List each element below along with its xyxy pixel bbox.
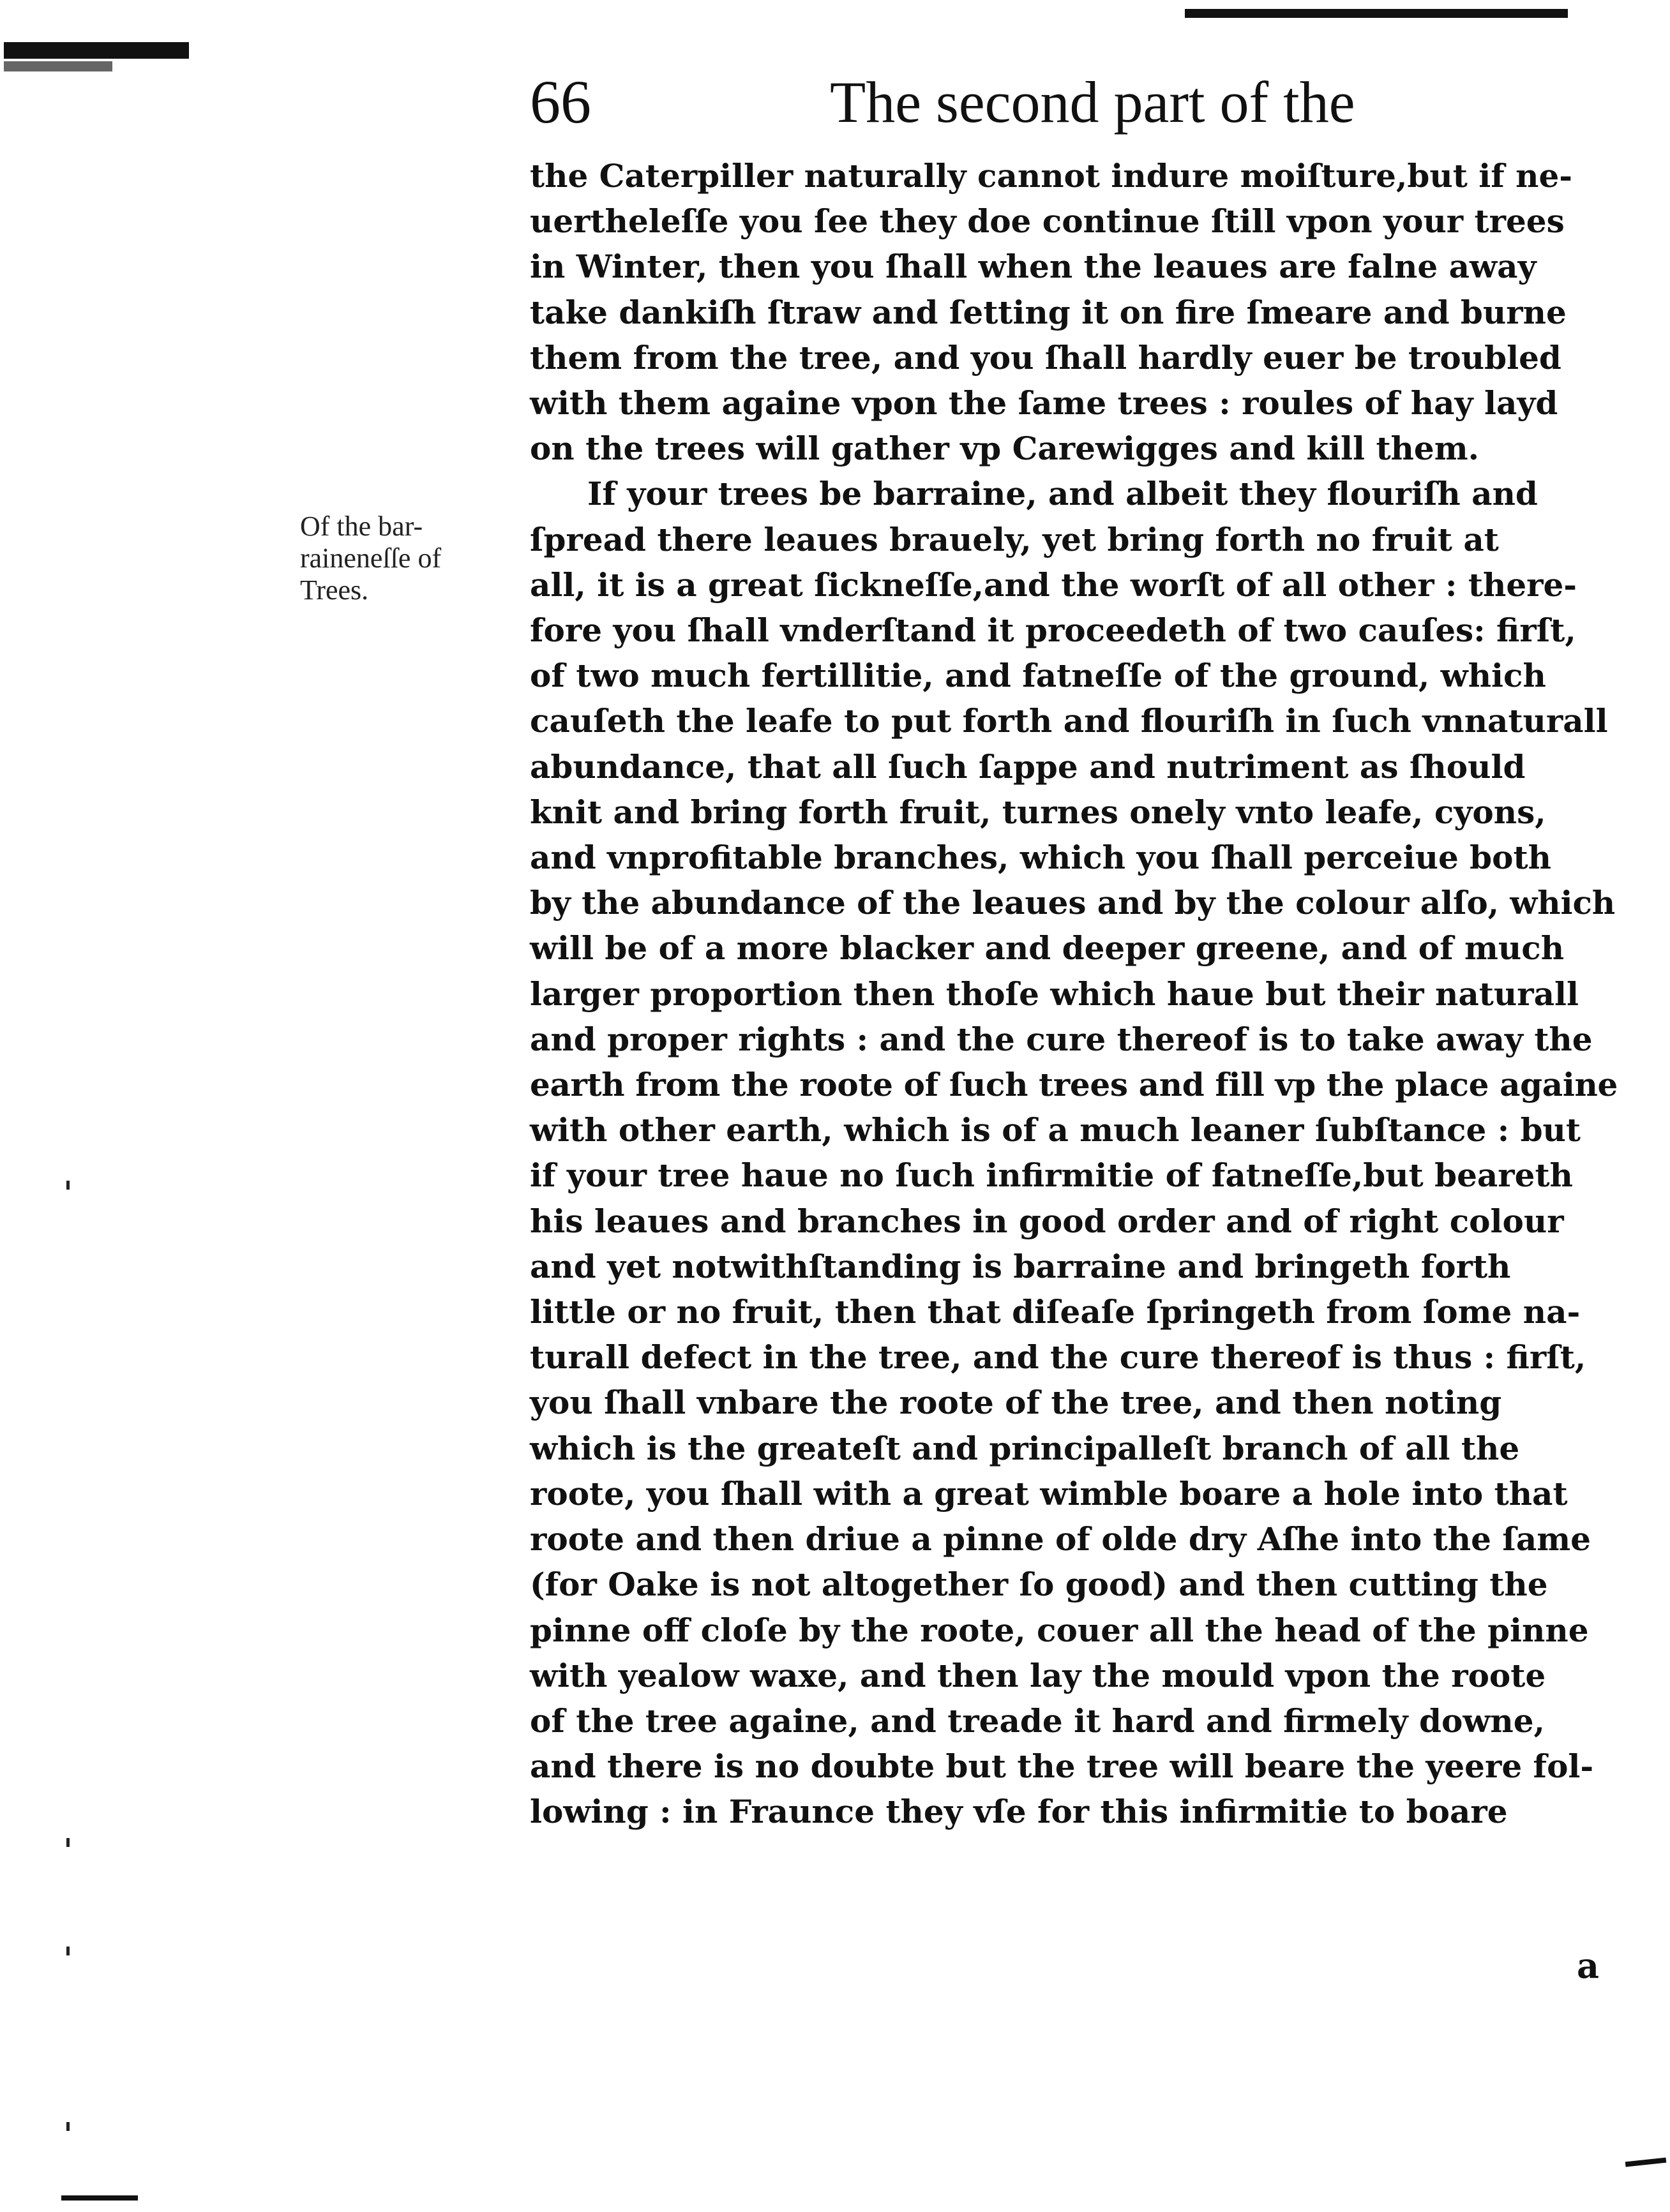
running-title: The second part of the: [830, 70, 1355, 135]
text-line: you ſhall vnbare the roote of the tree, and then noting: [530, 1384, 1502, 1422]
marginal-note-line: Trees.: [300, 574, 369, 606]
bottom-left-edge-mark: [61, 2195, 138, 2201]
text-line: all, it is a great ſickneſſe,and the worſt of all other : there-: [530, 565, 1577, 604]
text-line: which is the greateſt and principalleſt branch of all the: [530, 1429, 1520, 1467]
text-line: and yet notwithſtanding is barraine and bringeth forth: [530, 1247, 1511, 1285]
bottom-right-edge-mark: [1625, 2158, 1666, 2167]
margin-speck: [66, 2122, 70, 2131]
text-line: if your tree haue no ſuch infirmitie of fatneſſe,but beareth: [530, 1156, 1573, 1195]
marginal-note-line: raineneſſe of: [300, 542, 442, 574]
text-line: fore you ſhall vnderſtand it proceedeth of two cauſes: firſt,: [530, 611, 1576, 650]
text-line: and there is no doubte but the tree will beare the yeere fol-: [530, 1747, 1594, 1786]
text-line: the Caterpiller naturally cannot indure moiſture,but if ne-: [530, 157, 1573, 195]
top-rule: [1185, 9, 1568, 18]
text-line: in Winter, then you ſhall when the leaues are falne away: [530, 248, 1537, 286]
text-line: take dankiſh ſtraw and ſetting it on fire ſmeare and burne: [530, 293, 1567, 331]
text-line: abundance, that all ſuch ſappe and nutriment as ſhould: [530, 747, 1526, 786]
text-line: (for Oake is not altogether ſo good) and then cutting the: [530, 1566, 1548, 1604]
text-line: cauſeth the leafe to put forth and flouriſh in ſuch vnnaturall: [530, 702, 1608, 740]
text-line: by the abundance of the leaues and by the colour alſo, which: [530, 884, 1616, 922]
text-line: roote, you ſhall with a great wimble boare a hole into that: [530, 1474, 1568, 1513]
text-line: of the tree againe, and treade it hard and firmely downe,: [530, 1701, 1545, 1740]
left-edge-smudge: [4, 61, 112, 71]
running-head: [530, 64, 1360, 140]
text-line: and proper rights : and the cure thereof is to take away the: [530, 1020, 1593, 1058]
left-edge-rule: [4, 42, 189, 59]
text-line: pinne off cloſe by the roote, couer all the head of the pinne: [530, 1611, 1589, 1649]
text-line: his leaues and branches in good order and of right colour: [530, 1202, 1564, 1240]
text-line: with other earth, which is of a much leaner ſubſtance : but: [530, 1111, 1581, 1149]
text-line: lowing : in Fraunce they vſe for this infirmitie to boare: [530, 1793, 1508, 1831]
paragraph-first-line: If your trees be barraine, and albeit they flouriſh and: [587, 475, 1538, 513]
text-line: little or no fruit, then that diſeaſe ſpringeth from ſome na-: [530, 1293, 1581, 1331]
text-line: earth from the roote of ſuch trees and fill vp the place againe: [530, 1066, 1618, 1104]
text-line: ſpread there leaues brauely, yet bring forth no fruit at: [530, 520, 1499, 558]
text-line: them from the tree, and you ſhall hardly euer be troubled: [530, 338, 1561, 377]
text-line: with them againe vpon the ſame trees : roules of hay layd: [530, 384, 1558, 422]
text-line: uertheleſſe you ſee they doe continue ſtill vpon your trees: [530, 202, 1565, 241]
text-line: larger proportion then thoſe which haue but their naturall: [530, 975, 1579, 1013]
marginal-note: [300, 511, 511, 606]
marginal-note-line: Of the bar-: [300, 511, 423, 542]
text-line: and vnprofitable branches, which you ſhall perceiue both: [530, 839, 1551, 877]
text-line: knit and bring forth fruit, turnes onely vnto leafe, cyons,: [530, 793, 1546, 831]
text-line: on the trees will gather vp Carewigges and kill them.: [530, 430, 1480, 468]
margin-speck: [66, 1181, 70, 1190]
text-line: turall defect in the tree, and the cure thereof is thus : firſt,: [530, 1338, 1586, 1377]
text-line: of two much fertillitie, and fatneſſe of the ground, which: [530, 657, 1546, 695]
text-line: roote and then driue a pinne of olde dry Aſhe into the ſame: [530, 1520, 1591, 1558]
text-line: with yealow waxe, and then lay the mould vpon the roote: [530, 1656, 1546, 1694]
text-block: [530, 153, 1618, 1835]
page-number: 66: [530, 68, 591, 136]
text-line: will be of a more blacker and deeper greene, and of much: [530, 929, 1565, 968]
margin-speck: [66, 1838, 70, 1847]
catchword: a: [1577, 1945, 1599, 1986]
margin-speck: [66, 1947, 70, 1955]
